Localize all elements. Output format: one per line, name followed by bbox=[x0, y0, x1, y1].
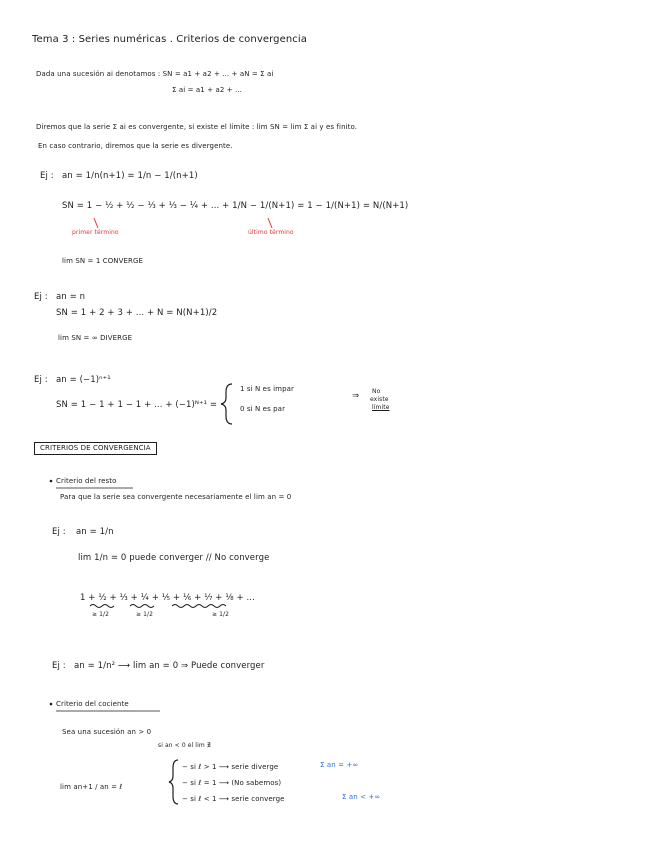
ex1-first-term: primer término bbox=[72, 229, 119, 236]
ex1-last-term: último término bbox=[248, 229, 294, 236]
ex3-case-even: 0 si N es par bbox=[240, 405, 286, 413]
intro-line-4: En caso contrario, diremos que la serie es divergente. bbox=[38, 142, 233, 150]
intro-line-1: Dada una sucesión ai denotamos : SN = a1 + a2 + ... + aN = Σ ai bbox=[36, 70, 274, 78]
resto-ex-limit: lim 1/n = 0 puede converger // No converge bbox=[78, 553, 270, 563]
implies-icon: ⇒ bbox=[352, 391, 360, 401]
ex3-conclusion-3: límite bbox=[372, 404, 390, 411]
cociente-case-1-sum: Σ an = +∞ bbox=[320, 761, 359, 769]
ex1-label: Ej : bbox=[40, 171, 54, 181]
ex1-limit: lim SN = 1 CONVERGE bbox=[62, 257, 144, 265]
criteria-heading: CRITERIOS DE CONVERGENCIA bbox=[34, 442, 157, 455]
page-title: Tema 3 : Series numéricas . Criterios de convergencia bbox=[32, 34, 307, 45]
resto-ex2-label: Ej : bbox=[52, 661, 66, 671]
harmonic-bound-3: ≥ 1/2 bbox=[212, 611, 230, 618]
ex3-conclusion-1: No bbox=[372, 388, 381, 395]
cociente-case-1: − si ℓ > 1 ⟶ serie diverge bbox=[182, 763, 279, 771]
cociente-case-2: − si ℓ = 1 ⟶ (No sabemos) bbox=[182, 779, 282, 787]
cociente-note: si an < 0 el lim ∄ bbox=[158, 742, 211, 749]
ex1-formula: an = 1/n(n+1) = 1/n − 1/(n+1) bbox=[62, 171, 198, 181]
ex3-sum: SN = 1 − 1 + 1 − 1 + ... + (−1)ᴺ⁺¹ = bbox=[56, 400, 218, 410]
cociente-case-3-sum: Σ an < +∞ bbox=[342, 793, 381, 801]
ex2-limit: lim SN = ∞ DIVERGE bbox=[58, 334, 133, 342]
cociente-statement: Sea una sucesión an > 0 bbox=[62, 728, 152, 736]
ex3-conclusion-2: existe bbox=[370, 396, 389, 403]
resto-ex-formula: an = 1/n bbox=[76, 527, 114, 537]
resto-statement: Para que la serie sea convergente necesariamente el lim an = 0 bbox=[60, 493, 292, 501]
cociente-case-3: − si ℓ < 1 ⟶ serie converge bbox=[182, 795, 285, 803]
resto-heading: Criterio del resto bbox=[56, 477, 117, 485]
ex2-formula: an = n bbox=[56, 292, 86, 302]
cociente-heading: Criterio del cociente bbox=[56, 700, 129, 708]
resto-ex-label: Ej : bbox=[52, 527, 66, 537]
ex3-case-odd: 1 si N es impar bbox=[240, 385, 295, 393]
harmonic-bound-2: ≥ 1/2 bbox=[136, 611, 154, 618]
harmonic-series: 1 + ½ + ⅓ + ¼ + ⅕ + ⅙ + ⅐ + ⅛ + ... bbox=[80, 593, 255, 603]
cociente-limit: lim an+1 / an = ℓ bbox=[60, 783, 123, 791]
ex2-sum: SN = 1 + 2 + 3 + ... + N = N(N+1)/2 bbox=[56, 308, 218, 318]
ex3-label: Ej : bbox=[34, 375, 48, 385]
harmonic-bound-1: ≥ 1/2 bbox=[92, 611, 110, 618]
ex3-formula: an = (−1)ⁿ⁺¹ bbox=[56, 375, 111, 385]
ex1-sum: SN = 1 − ½ + ½ − ⅓ + ⅓ − ¼ + ... + 1/N − 1/(N+1) = 1 − 1/(N+1) = N/(N+1) bbox=[62, 201, 409, 211]
resto-ex2-line: an = 1/n² ⟶ lim an = 0 ⇒ Puede converger bbox=[74, 661, 265, 671]
intro-line-3: Diremos que la serie Σ ai es convergente, si existe el límite : lim SN = lim Σ ai y es finito. bbox=[36, 123, 358, 131]
ex2-label: Ej : bbox=[34, 292, 48, 302]
intro-line-2: Σ ai = a1 + a2 + ... bbox=[172, 86, 242, 94]
